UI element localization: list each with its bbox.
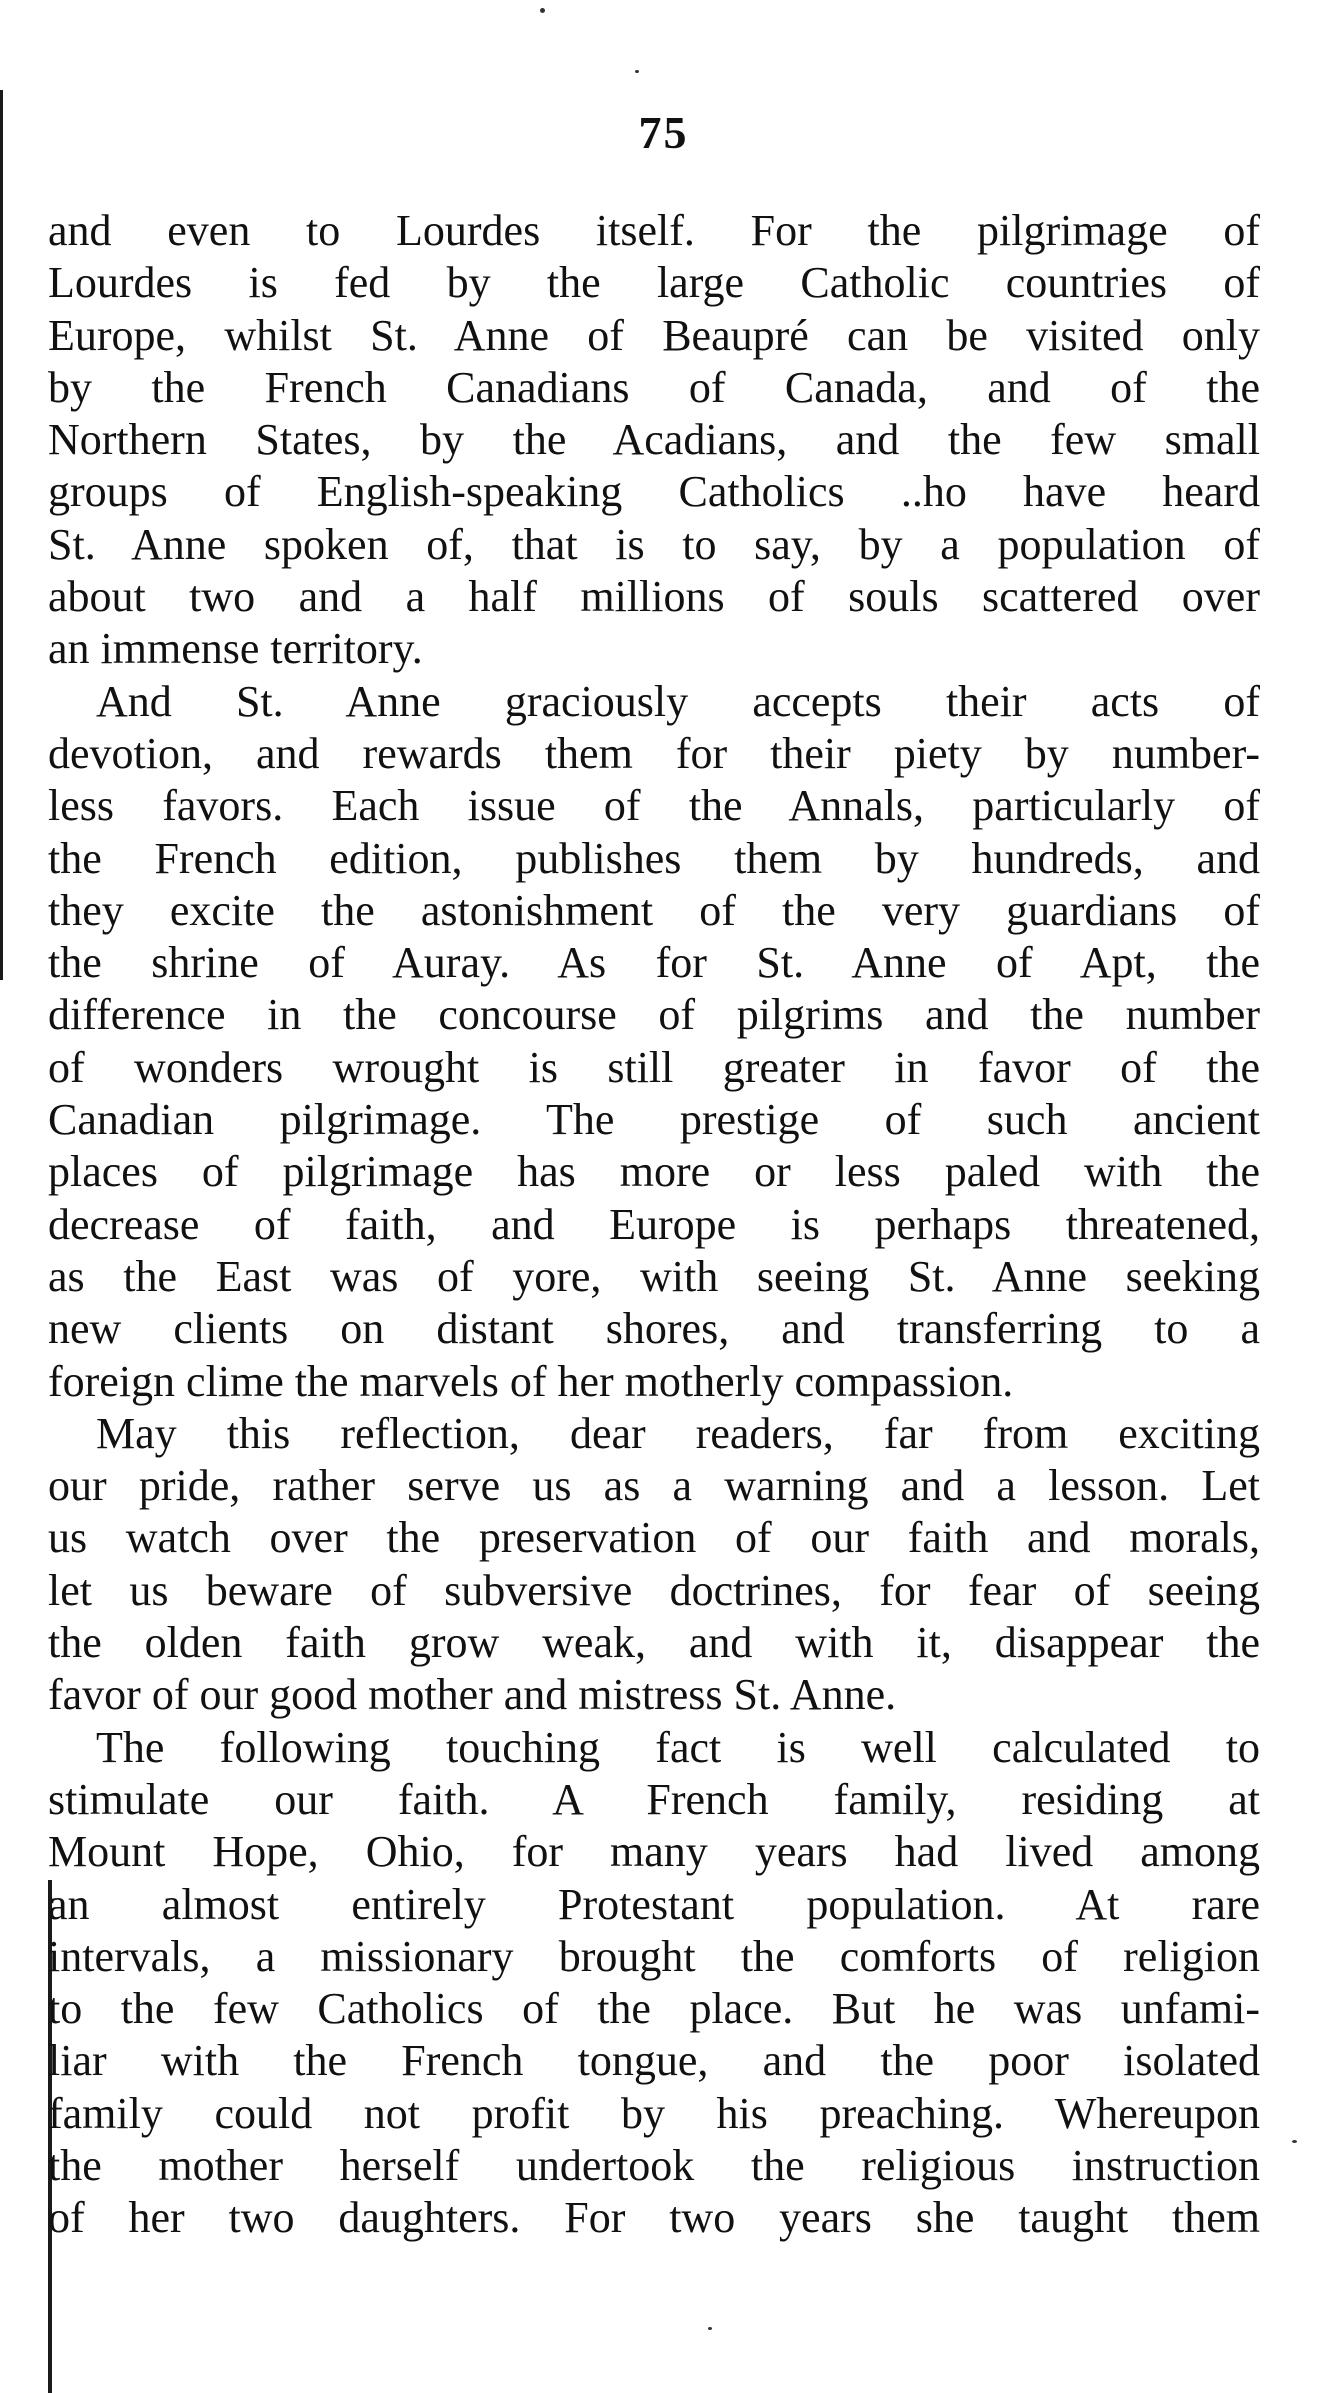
text-line-content: foreign clime the marvels of her motherly compassion. [48, 1356, 1014, 1406]
body-text [48, 205, 1260, 2245]
text-line-content: family could not profit by his preaching. Whereupon [48, 2088, 1260, 2138]
text-line [48, 362, 1260, 414]
text-line [48, 885, 1260, 937]
text-line [48, 1512, 1260, 1564]
text-line-content: an almost entirely Protestant population. At rare [48, 1879, 1260, 1929]
text-line-content: an immense territory. [48, 624, 423, 674]
scan-speck [708, 2327, 712, 2330]
text-line-content: us watch over the preservation of our faith and morals, [48, 1513, 1260, 1563]
text-line-content: about two and a half millions of souls scattered over [48, 572, 1260, 622]
text-line [48, 676, 1260, 728]
scan-speck [540, 8, 545, 13]
text-line-content: groups of English-speaking Catholics ..ho have heard [48, 467, 1260, 517]
text-line [48, 2140, 1260, 2192]
text-line [48, 1251, 1260, 1303]
text-line-content: favor of our good mother and mistress St. Anne. [48, 1670, 897, 1720]
text-line-content: May this reflection, dear readers, far from exciting [96, 1408, 1260, 1458]
scan-speck [635, 70, 639, 73]
text-line-content: as the East was of yore, with seeing St. Anne seeking [48, 1251, 1260, 1301]
text-line [48, 1146, 1260, 1198]
scan-edge-mark-top [0, 90, 3, 980]
text-line [48, 2192, 1260, 2244]
text-line [48, 1669, 1260, 1721]
text-line-content: the olden faith grow weak, and with it, disappear the [48, 1618, 1260, 1668]
text-line [48, 2035, 1260, 2087]
text-line [48, 1094, 1260, 1146]
text-line [48, 205, 1260, 257]
text-line-content: stimulate our faith. A French family, residing at [48, 1774, 1260, 1824]
text-line-content: the shrine of Auray. As for St. Anne of Apt, the [48, 938, 1260, 988]
scan-speck [1292, 2140, 1297, 2143]
text-line [48, 1931, 1260, 1983]
text-line [48, 1565, 1260, 1617]
text-line-content: Mount Hope, Ohio, for many years had lived among [48, 1827, 1260, 1877]
text-line [48, 1826, 1260, 1878]
text-line [48, 1617, 1260, 1669]
text-line-content: to the few Catholics of the place. But he was unfami- [48, 1984, 1260, 2034]
text-line-content: Canadian pilgrimage. The prestige of such ancient [48, 1095, 1260, 1145]
text-line-content: Europe, whilst St. Anne of Beaupré can be visited only [48, 310, 1260, 360]
text-line-content: let us beware of subversive doctrines, for fear of seeing [48, 1565, 1260, 1615]
text-line [48, 989, 1260, 1041]
text-line [48, 833, 1260, 885]
text-line-content: less favors. Each issue of the Annals, particularly of [48, 781, 1260, 831]
text-line-content: and even to Lourdes itself. For the pilgrimage of [48, 206, 1260, 255]
text-line-content: St. Anne spoken of, that is to say, by a population of [48, 519, 1260, 569]
text-line-content: The following touching fact is well calculated to [96, 1722, 1260, 1772]
text-line-content: of her two daughters. For two years she taught them [48, 2193, 1260, 2243]
text-line [48, 728, 1260, 780]
text-line [48, 1774, 1260, 1826]
text-line-content: they excite the astonishment of the very guardians of [48, 885, 1260, 935]
text-line-content: by the French Canadians of Canada, and of the [48, 362, 1260, 412]
text-line [48, 2088, 1260, 2140]
text-line-content: the mother herself undertook the religious instruction [48, 2140, 1260, 2190]
text-line [48, 1722, 1260, 1774]
text-line [48, 519, 1260, 571]
text-line [48, 1303, 1260, 1355]
text-line-content: And St. Anne graciously accepts their acts of [96, 676, 1260, 726]
text-line-content: liar with the French tongue, and the poor isolated [48, 2036, 1260, 2086]
text-line [48, 1408, 1260, 1460]
text-line [48, 257, 1260, 309]
text-line [48, 1879, 1260, 1931]
text-line [48, 1983, 1260, 2035]
text-line-content: our pride, rather serve us as a warning and a lesson. Let [48, 1461, 1260, 1511]
text-line-content: places of pilgrimage has more or less paled with the [48, 1147, 1260, 1197]
text-line [48, 1356, 1260, 1408]
text-line [48, 310, 1260, 362]
text-line-content: Lourdes is fed by the large Catholic countries of [48, 258, 1260, 308]
text-line [48, 1199, 1260, 1251]
text-line [48, 414, 1260, 466]
text-line [48, 937, 1260, 989]
text-line-content: of wonders wrought is still greater in favor of the [48, 1042, 1260, 1092]
text-line-content: intervals, a missionary brought the comforts of religion [48, 1931, 1260, 1981]
text-line [48, 571, 1260, 623]
page-number: 75 [638, 107, 689, 158]
text-line [48, 780, 1260, 832]
text-line-content: difference in the concourse of pilgrims and the number [48, 990, 1260, 1040]
text-line [48, 1042, 1260, 1094]
text-line [48, 466, 1260, 518]
text-line [48, 1460, 1260, 1512]
text-line-content: new clients on distant shores, and transferring to a [48, 1304, 1260, 1354]
text-line-content: Northern States, by the Acadians, and the few small [48, 415, 1260, 465]
text-line [48, 623, 1260, 675]
text-line-content: devotion, and rewards them for their piety by number- [48, 728, 1260, 778]
text-line-content: the French edition, publishes them by hundreds, and [48, 833, 1260, 883]
text-line-content: decrease of faith, and Europe is perhaps threatened, [48, 1199, 1260, 1249]
